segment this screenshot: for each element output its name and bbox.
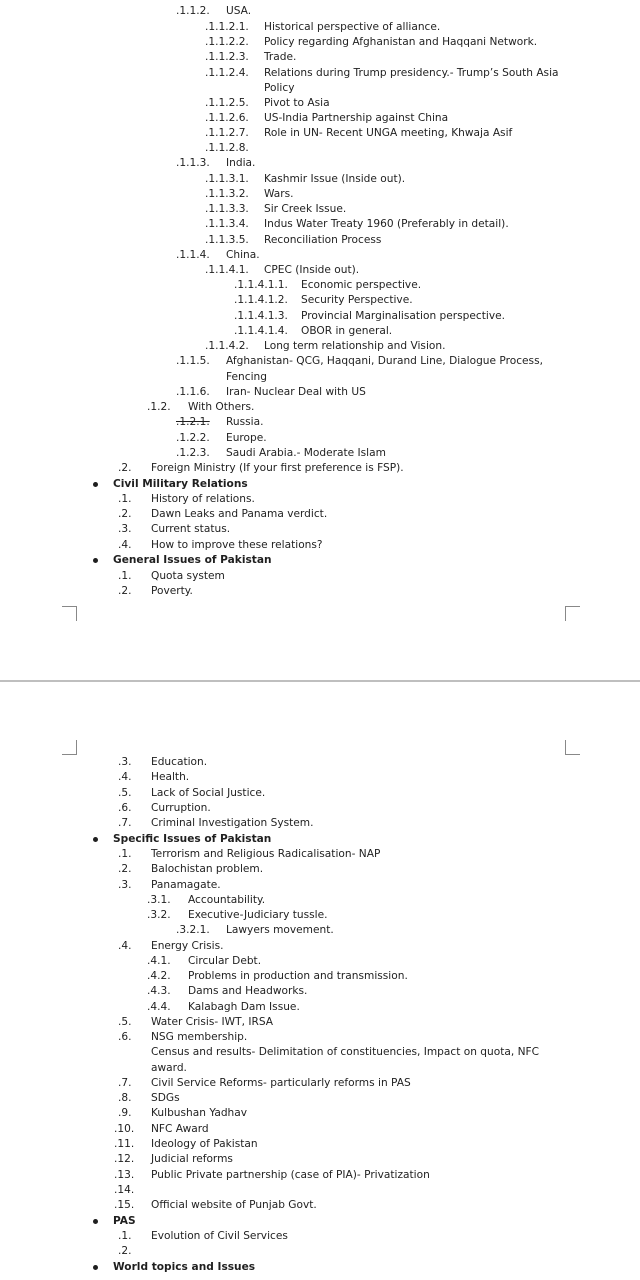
outline-text: Executive-Judiciary tussle.	[188, 909, 328, 921]
outline-number: .1.1.4.1.	[205, 264, 249, 276]
outline-number: .2.	[118, 585, 132, 597]
section-heading: Specific Issues of Pakistan	[113, 833, 272, 845]
outline-number: .4.	[118, 771, 132, 783]
outline-number: .4.	[118, 539, 132, 551]
outline-text: Public Private partnership (case of PIA)- Privatization	[151, 1169, 430, 1181]
outline-text: Security Perspective.	[301, 294, 413, 306]
outline-number: .3.	[118, 756, 132, 768]
outline-text: Terrorism and Religious Radicalisation- NAP	[151, 848, 381, 860]
outline-text: OBOR in general.	[301, 325, 393, 337]
outline-text: Education.	[151, 756, 208, 768]
outline-text: India.	[226, 157, 256, 169]
outline-text: History of relations.	[151, 493, 255, 505]
outline-text: award.	[151, 1062, 187, 1074]
section-heading: General Issues of Pakistan	[113, 554, 272, 566]
outline-number: .1.	[118, 570, 132, 582]
crop-mark-bottom-left	[62, 606, 77, 621]
outline-text: Provincial Marginalisation perspective.	[301, 310, 505, 322]
outline-number: .1.1.4.1.1.	[234, 279, 288, 291]
outline-text: Policy regarding Afghanistan and Haqqani Network.	[264, 36, 538, 48]
outline-text: Ideology of Pakistan	[151, 1138, 258, 1150]
outline-number: .7.	[118, 817, 132, 829]
outline-number: .1.1.2.1.	[205, 21, 249, 33]
outline-number: .1.1.2.6.	[205, 112, 249, 124]
outline-text: Health.	[151, 771, 190, 783]
outline-number: .7.	[118, 1077, 132, 1089]
outline-number: .1.1.2.3.	[205, 51, 249, 63]
outline-text: Reconciliation Process	[264, 234, 382, 246]
outline-text: Role in UN- Recent UNGA meeting, Khwaja Asif	[264, 127, 513, 139]
outline-text: Kashmir Issue (Inside out).	[264, 173, 406, 185]
outline-text: Balochistan problem.	[151, 863, 264, 875]
outline-number: .1.1.3.	[176, 157, 210, 169]
outline-text: Kulbushan Yadhav	[151, 1107, 248, 1119]
bullet-marker	[93, 1265, 98, 1270]
outline-text: Wars.	[264, 188, 294, 200]
outline-number: .9.	[118, 1107, 132, 1119]
bullet-marker	[93, 1219, 98, 1224]
outline-number: .3.2.	[147, 909, 171, 921]
section-heading: World topics and Issues	[113, 1261, 256, 1273]
outline-text: Current status.	[151, 523, 231, 535]
outline-number: .3.1.	[147, 894, 171, 906]
outline-number: .1.	[118, 848, 132, 860]
outline-number: .1.2.1.	[176, 416, 210, 428]
outline-number: .1.1.3.2.	[205, 188, 249, 200]
section-heading: PAS	[113, 1215, 136, 1227]
outline-text: Pivot to Asia	[264, 97, 330, 109]
outline-number: .1.1.6.	[176, 386, 210, 398]
outline-number: .2.	[118, 508, 132, 520]
outline-number: .8.	[118, 1092, 132, 1104]
outline-text: Circular Debt.	[188, 955, 262, 967]
outline-number: .1.1.2.8.	[205, 142, 249, 154]
outline-number: .1.1.4.1.2.	[234, 294, 288, 306]
outline-number: .1.1.3.5.	[205, 234, 249, 246]
outline-text: Quota system	[151, 570, 225, 582]
bullet-marker	[93, 558, 98, 563]
outline-text: Dawn Leaks and Panama verdict.	[151, 508, 328, 520]
outline-number: .5.	[118, 1016, 132, 1028]
outline-number: .1.1.4.2.	[205, 340, 249, 352]
outline-text: Foreign Ministry (If your first preference is FSP).	[151, 462, 404, 474]
outline-number: .15.	[114, 1199, 135, 1211]
outline-text: Lawyers movement.	[226, 924, 334, 936]
outline-number: .1.1.2.5.	[205, 97, 249, 109]
outline-number: .1.1.5.	[176, 355, 210, 367]
outline-text: Official website of Punjab Govt.	[151, 1199, 317, 1211]
outline-text: How to improve these relations?	[151, 539, 323, 551]
outline-number: .1.1.2.2.	[205, 36, 249, 48]
outline-text: Historical perspective of alliance.	[264, 21, 441, 33]
outline-number: .2.	[118, 1245, 132, 1257]
outline-text: USA.	[226, 5, 252, 17]
outline-number: .1.	[118, 493, 132, 505]
outline-number: .1.1.2.7.	[205, 127, 249, 139]
outline-text: Evolution of Civil Services	[151, 1230, 288, 1242]
outline-text: Afghanistan- QCG, Haqqani, Durand Line, Dialogue Process,	[226, 355, 543, 367]
outline-number: .10.	[114, 1123, 135, 1135]
outline-text: Panamagate.	[151, 879, 221, 891]
outline-text: China.	[226, 249, 260, 261]
outline-text: Indus Water Treaty 1960 (Preferably in detail).	[264, 218, 509, 230]
section-heading: Civil Military Relations	[113, 478, 248, 490]
outline-number: .1.1.4.	[176, 249, 210, 261]
outline-number: .1.	[118, 1230, 132, 1242]
outline-number: .6.	[118, 1031, 132, 1043]
outline-number: .14.	[114, 1184, 135, 1196]
outline-text: With Others.	[188, 401, 255, 413]
outline-text: Civil Service Reforms- particularly reforms in PAS	[151, 1077, 411, 1089]
outline-text: Saudi Arabia.- Moderate Islam	[226, 447, 386, 459]
outline-number: .1.1.4.1.3.	[234, 310, 288, 322]
outline-text: Lack of Social Justice.	[151, 787, 266, 799]
outline-text: Water Crisis- IWT, IRSA	[151, 1016, 274, 1028]
outline-text: Curruption.	[151, 802, 211, 814]
outline-text: Economic perspective.	[301, 279, 422, 291]
outline-text: Criminal Investigation System.	[151, 817, 314, 829]
crop-mark-bottom-right	[565, 606, 580, 621]
document-page-2	[0, 683, 640, 1280]
outline-number: .1.1.2.4.	[205, 67, 249, 79]
outline-text: Judicial reforms	[151, 1153, 233, 1165]
outline-number: .3.	[118, 879, 132, 891]
outline-text: Relations during Trump presidency.- Trump’s South Asia	[264, 67, 559, 79]
outline-text: NSG membership.	[151, 1031, 248, 1043]
outline-text: Dams and Headworks.	[188, 985, 308, 997]
crop-mark-top-left	[62, 740, 77, 755]
outline-text: SDGs	[151, 1092, 180, 1104]
bullet-marker	[93, 837, 98, 842]
outline-number: .1.1.2.	[176, 5, 210, 17]
outline-number: .5.	[118, 787, 132, 799]
outline-number: .1.1.3.4.	[205, 218, 249, 230]
outline-number: .2.	[118, 863, 132, 875]
crop-mark-top-right	[565, 740, 580, 755]
outline-text: Policy	[264, 82, 295, 94]
outline-number: .2.	[118, 462, 132, 474]
outline-text: Poverty.	[151, 585, 193, 597]
outline-number: .1.1.3.1.	[205, 173, 249, 185]
outline-number: .4.	[118, 940, 132, 952]
outline-text: Iran- Nuclear Deal with US	[226, 386, 366, 398]
outline-number: .4.4.	[147, 1001, 171, 1013]
outline-number: .13.	[114, 1169, 135, 1181]
outline-text: Energy Crisis.	[151, 940, 224, 952]
outline-text: US-India Partnership against China	[264, 112, 449, 124]
outline-text: Kalabagh Dam Issue.	[188, 1001, 300, 1013]
outline-text: Europe.	[226, 432, 267, 444]
outline-number: .1.2.	[147, 401, 171, 413]
outline-number: .3.2.1.	[176, 924, 210, 936]
outline-number: .4.3.	[147, 985, 171, 997]
outline-text: CPEC (Inside out).	[264, 264, 360, 276]
outline-text: Trade.	[264, 51, 297, 63]
outline-number: .6.	[118, 802, 132, 814]
outline-number: .3.	[118, 523, 132, 535]
outline-text: Problems in production and transmission.	[188, 970, 408, 982]
outline-text: NFC Award	[151, 1123, 209, 1135]
page-separator	[0, 680, 640, 682]
outline-text: Fencing	[226, 371, 267, 383]
outline-number: .1.2.2.	[176, 432, 210, 444]
outline-number: .4.1.	[147, 955, 171, 967]
outline-number: .1.1.3.3.	[205, 203, 249, 215]
outline-number: .1.1.4.1.4.	[234, 325, 288, 337]
outline-text: Long term relationship and Vision.	[264, 340, 446, 352]
bullet-marker	[93, 482, 98, 487]
outline-text: Census and results- Delimitation of constituencies, Impact on quota, NFC	[151, 1046, 539, 1058]
outline-text: Russia.	[226, 416, 264, 428]
outline-number: .4.2.	[147, 970, 171, 982]
outline-number: .1.2.3.	[176, 447, 210, 459]
outline-text: Sir Creek Issue.	[264, 203, 347, 215]
outline-number: .12.	[114, 1153, 135, 1165]
outline-text: Accountability.	[188, 894, 266, 906]
outline-number: .11.	[114, 1138, 135, 1150]
